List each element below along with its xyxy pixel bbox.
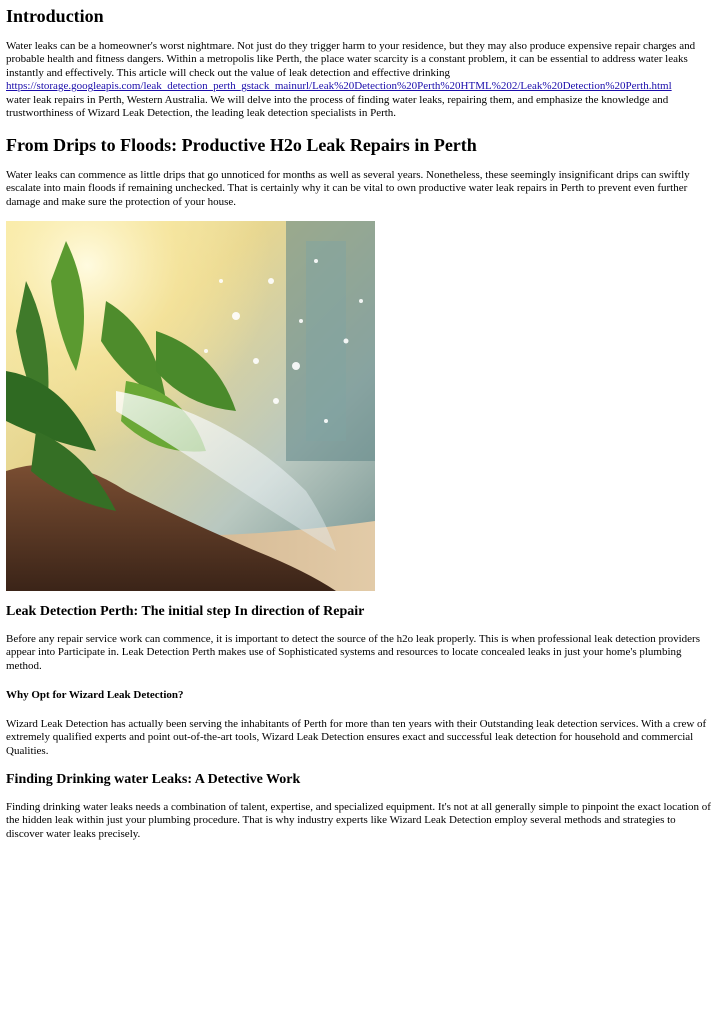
intro-text-start: Water leaks can be a homeowner's worst nightmare. Not just do they trigger harm to your residence, but they may also produce expensive repair charges and probable health and fitness dangers. Within a metropolis like Perth, the place water scarcity is a constant problem, it can be essential to address water leaks instantly and effectively. This article will check out the value of leak detection and effective drinking: [6, 40, 696, 79]
section1-heading: From Drips to Floods: Productive H2o Leak Repairs in Perth: [6, 135, 477, 155]
section2-heading: Leak Detection Perth: The initial step In direction of Repair: [6, 604, 365, 619]
intro-paragraph: [6, 40, 714, 120]
section3-paragraph: Wizard Leak Detection has actually been serving the inhabitants of Perth for more than ten years with their Outstanding leak detection services. With a crew of extremely qualified experts and point out-of-the-art tools, Wizard Leak Detection ensures exact and successful leak detection for household and commercial Qualities.: [6, 718, 707, 757]
leak-detection-link[interactable]: https://storage.googleapis.com/leak_detection_perth_gstack_mainurl/Leak%20Detection%20Perth%20HTML%202/Leak%20Detection%20Perth.html: [6, 80, 672, 93]
intro-text-end: water leak repairs in Perth, Western Australia. We will delve into the process of finding water leaks, repairing them, and emphasize the knowledge and trustworthiness of Wizard Leak Detection, the leading leak detection specialists in Perth.: [6, 93, 669, 120]
section3-heading: Why Opt for Wizard Leak Detection?: [6, 689, 184, 701]
section4-paragraph: Finding drinking water leaks needs a combination of talent, expertise, and specialized equipment. It's not at all generally simple to pinpoint the exact location of the hidden leak within just your plumbing procedure. That is why industry experts like Wizard Leak Detection employ several methods and strategies to discover water leaks precisely.: [6, 801, 711, 840]
section2-paragraph: Before any repair service work can commence, it is important to detect the source of the h2o leak properly. This is when professional leak detection providers appear into Participate in. Leak Detection Perth makes use of Sophisticated systems and resources to locate concealed leaks in just your home's plumbing method.: [6, 633, 700, 672]
section1-paragraph: Water leaks can commence as little drips that go unnoticed for months as well as several years. Nonetheless, these seemingly insignificant drips can swiftly escalate into main floods if remaining unchecked. That is certainly why it can be vital to own productive water leak repairs in Perth to prevent even further damage and make sure the protection of your house.: [6, 169, 690, 208]
section4-heading: Finding Drinking water Leaks: A Detective Work: [6, 772, 301, 787]
intro-heading: Introduction: [6, 6, 104, 26]
water-leak-garden-photo: [6, 221, 375, 591]
